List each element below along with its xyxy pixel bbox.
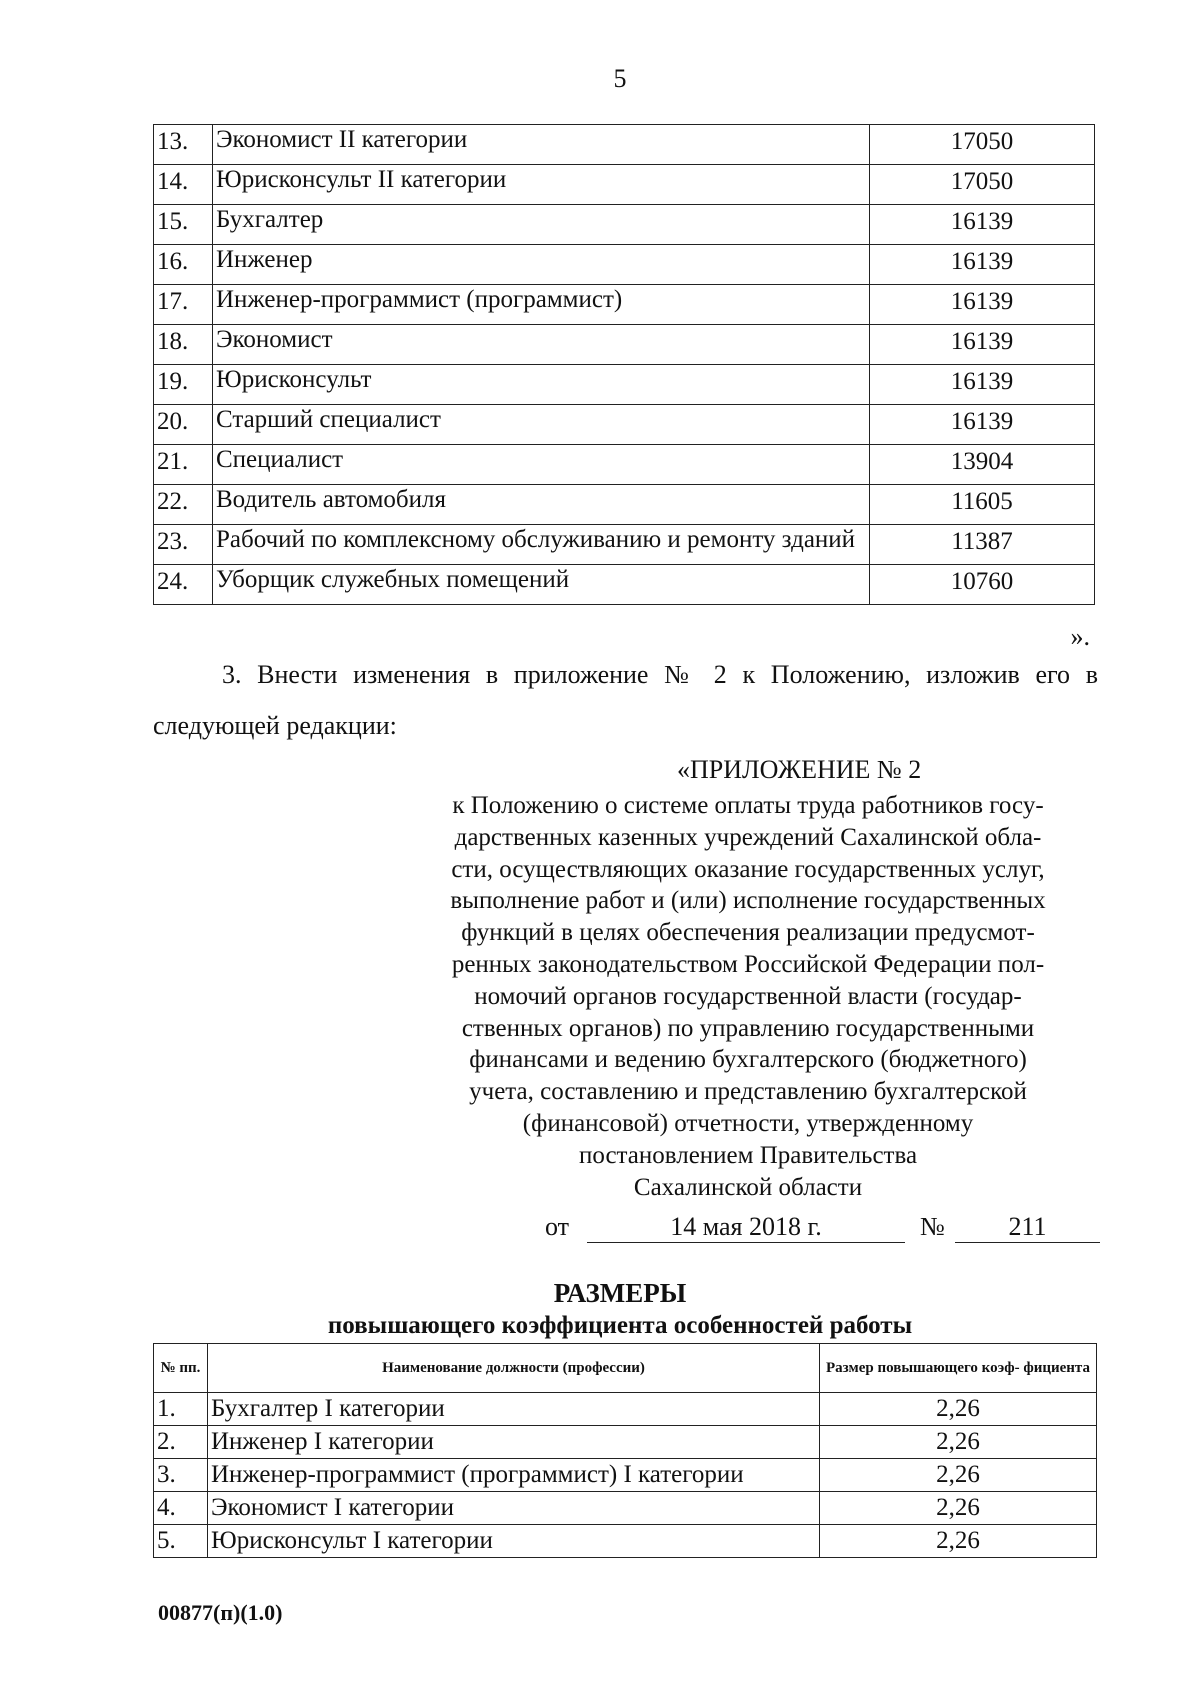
coefficient-table xyxy=(153,1343,1097,1558)
column-header-num: № пп. xyxy=(154,1344,208,1393)
table-row: 15. Бухгалтер 16139 xyxy=(154,205,1095,245)
appendix-title: «ПРИЛОЖЕНИЕ № 2 xyxy=(677,755,922,784)
appendix-approval-text: к Положению о системе оплаты труда работников госу- дарственных казенных учреждений Сахалинской обла- сти, осуществляющих оказание государственных услуг, выполнение работ и (или) исполнение государственных функций в целях обеспечения реализации предусмот- ренных законодательством Российской Федерации пол- номочий органов государственной власти (государ- ственных органов) по управлению государственными финансами и ведению бухгалтерского (бюджетного) учета, составлению и представлению бухгалтерской (финансовой) отчетности, утвержденному постановлением Правительства Сахалинской области xyxy=(450,792,1046,1201)
table-row: 4. Экономист I категории 2,26 xyxy=(154,1492,1097,1525)
salary-table xyxy=(153,124,1095,605)
table-row: 17. Инженер-программист (программист) 16139 xyxy=(154,285,1095,325)
section-subheading: повышающего коэффициента особенностей работы xyxy=(327,1312,913,1339)
paragraph-3-line-2: следующей редакции: xyxy=(153,711,397,740)
table-row: 3. Инженер-программист (программист) I категории 2,26 xyxy=(154,1459,1097,1492)
table-row: 24. Уборщик служебных помещений 10760 xyxy=(154,565,1095,605)
number-value: 211 xyxy=(955,1212,1100,1243)
table-row: 22. Водитель автомобиля 11605 xyxy=(154,485,1095,525)
table-row: 21. Специалист 13904 xyxy=(154,445,1095,485)
table-row: 23. Рабочий по комплексному обслуживанию и ремонту зданий 11387 xyxy=(154,525,1095,565)
document-code: 00877(п)(1.0) xyxy=(158,1600,283,1625)
table-row: 2. Инженер I категории 2,26 xyxy=(154,1426,1097,1459)
table-header-row xyxy=(154,1344,1097,1393)
table-row: 16. Инженер 16139 xyxy=(154,245,1095,285)
table-row: 19. Юрисконсульт 16139 xyxy=(154,365,1095,405)
from-label: от xyxy=(545,1212,570,1241)
page-number: 5 xyxy=(613,64,627,93)
paragraph-3-line-1: 3. Внести изменения в приложение № 2 к Положению, изложив его в xyxy=(222,660,1098,689)
table-row: 13. Экономист II категории 17050 xyxy=(154,125,1095,165)
column-header-name: Наименование должности (профессии) xyxy=(208,1344,820,1393)
table-row: 1. Бухгалтер I категории 2,26 xyxy=(154,1393,1097,1426)
section-heading: РАЗМЕРЫ xyxy=(553,1278,687,1308)
column-header-value: Размер повышающего коэф- фициента xyxy=(820,1344,1097,1393)
table-row: 18. Экономист 16139 xyxy=(154,325,1095,365)
number-label: № xyxy=(920,1212,945,1241)
date-value: 14 мая 2018 г. xyxy=(587,1212,905,1243)
closing-quote: ». xyxy=(1070,622,1090,651)
table-row: 14. Юрисконсульт II категории 17050 xyxy=(154,165,1095,205)
table-row: 5. Юрисконсульт I категории 2,26 xyxy=(154,1525,1097,1558)
table-row: 20. Старший специалист 16139 xyxy=(154,405,1095,445)
